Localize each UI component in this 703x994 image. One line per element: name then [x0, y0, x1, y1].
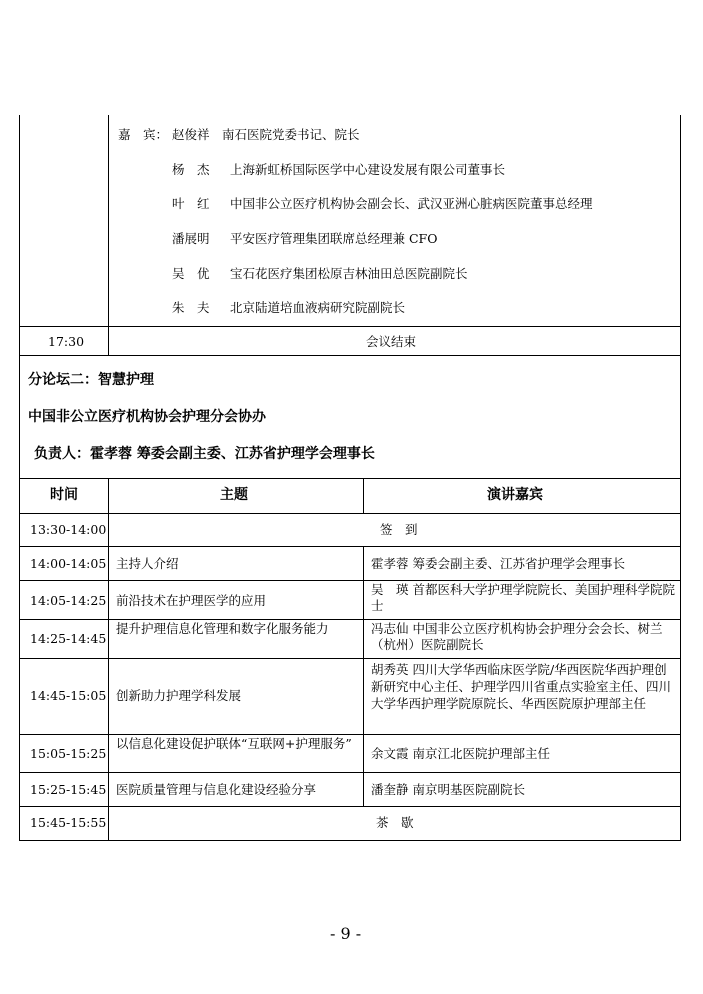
- table-border-inner: [108, 115, 109, 355]
- guest-title: 南石医院党委书记、院长: [222, 127, 360, 142]
- row-topic: 提升护理信息化管理和数字化服务能力: [116, 621, 329, 636]
- guest-name: 吴 优: [172, 266, 210, 281]
- header-time: 时间: [50, 487, 78, 503]
- guest-name: 潘展明: [172, 231, 210, 246]
- row-speaker: 胡秀英 四川大学华西临床医学院/华西医院华西护理创新研究中心主任、护理学四川省重点实验室主任、四川大学华西护理学院原院长、华西医院原护理部主任: [371, 662, 672, 711]
- forum-organizer: 中国非公立医疗机构协会护理分会协办: [28, 409, 266, 425]
- forum-title: 分论坛二：智慧护理: [28, 372, 154, 388]
- row-time: 14:45-15:05: [30, 688, 107, 703]
- row-topic: 以信息化建设促护联体“互联网+护理服务”: [116, 736, 352, 751]
- row-line: [19, 734, 681, 735]
- row-time: 15:05-15:25: [30, 746, 107, 761]
- column-line: [363, 546, 364, 806]
- forum-leader: 负责人：霍孝蓉 筹委会副主委、江苏省护理学会理事长: [34, 446, 375, 462]
- row-topic: 前沿技术在护理医学的应用: [116, 593, 267, 608]
- row-line: [19, 658, 681, 659]
- header-speaker: 演讲嘉宾: [487, 487, 543, 503]
- row-time: 13:30-14:00: [30, 522, 107, 537]
- row-time: 15:45-15:55: [30, 815, 107, 830]
- row-time: 15:25-15:45: [30, 782, 107, 797]
- row-line: [19, 806, 681, 807]
- column-line: [108, 478, 109, 840]
- column-line: [363, 478, 364, 513]
- row-line: [19, 772, 681, 773]
- guest-name: 朱 夫: [172, 300, 210, 315]
- row-line: [19, 840, 681, 841]
- row-speaker: 吴 瑛 首都医科大学护理学院院长、美国护理科学院院士: [371, 582, 675, 613]
- table-border-left: [19, 355, 20, 840]
- row-line: [19, 619, 681, 620]
- row-line: [19, 580, 681, 581]
- guest-name: 叶 红: [172, 196, 210, 211]
- row-line: [19, 546, 681, 547]
- table-border-left: [19, 115, 20, 355]
- row-speaker: 冯志仙 中国非公立医疗机构协会护理分会会长、树兰（杭州）医院副院长: [371, 621, 663, 652]
- row-full: 签 到: [380, 522, 418, 537]
- table-rule: [19, 478, 681, 479]
- guests-label: 嘉 宾：: [118, 127, 169, 142]
- row-speaker: 余文霞 南京江北医院护理部主任: [371, 746, 550, 761]
- row-line: [19, 513, 681, 514]
- row-time: 14:00-14:05: [30, 556, 107, 571]
- row-topic: 主持人介绍: [116, 556, 179, 571]
- guest-title: 北京陆道培血液病研究院副院长: [230, 300, 406, 315]
- guest-title: 平安医疗管理集团联席总经理兼 CFO: [230, 231, 438, 246]
- header-topic: 主题: [220, 487, 248, 503]
- row-full: 茶 歇: [376, 815, 414, 830]
- row-topic: 创新助力护理学科发展: [116, 688, 242, 703]
- guest-title: 宝石花医疗集团松原吉林油田总医院副院长: [230, 266, 468, 281]
- guest-name: 赵俊祥: [172, 127, 210, 142]
- table-rule: [19, 355, 681, 356]
- table-rule: [19, 326, 681, 327]
- row-time: 14:05-14:25: [30, 593, 107, 608]
- guest-title: 上海新虹桥国际医学中心建设发展有限公司董事长: [230, 162, 506, 177]
- row-speaker: 潘奎静 南京明基医院副院长: [371, 782, 525, 797]
- guest-name: 杨 杰: [172, 162, 210, 177]
- end-time: 17:30: [48, 334, 85, 349]
- row-speaker: 霍孝蓉 筹委会副主委、江苏省护理学会理事长: [371, 556, 625, 571]
- row-time: 14:25-14:45: [30, 631, 107, 646]
- row-topic: 医院质量管理与信息化建设经验分享: [116, 782, 317, 797]
- page-number: - 9 -: [330, 924, 362, 943]
- guest-title: 中国非公立医疗机构协会副会长、武汉亚洲心脏病医院董事总经理: [230, 196, 593, 211]
- end-label: 会议结束: [366, 334, 417, 349]
